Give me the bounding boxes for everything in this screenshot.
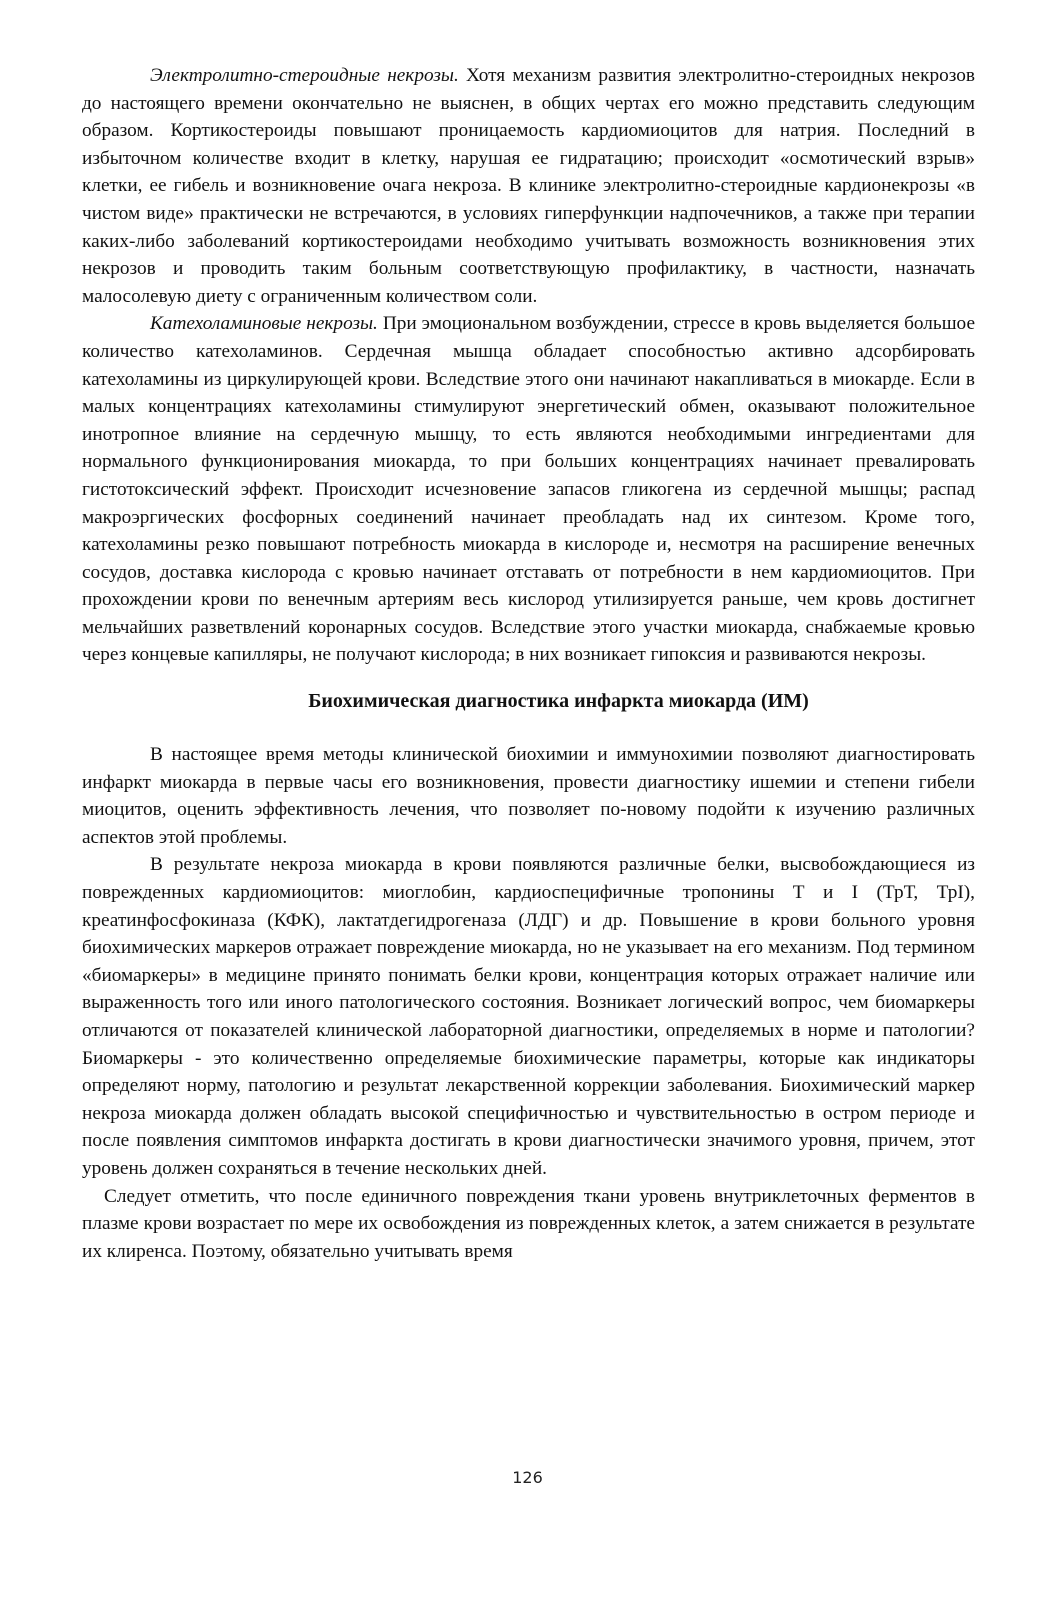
paragraph-body: При эмоциональном возбуждении, стрессе в кровь выделяется большое количество катехоламинов. Сердечная мышца обладает способностью активно адсорбировать катехоламины из циркулирующей крови. Вследствие этого они начинают накапливаться в миокарде. Если в малых концентрациях катехоламины стимулируют энергетический обмен, оказывают положительное инотропное влияние на сердечную мышцу, то есть являются необходимыми ингредиентами для нормального функционирования миокарда, то при больших концентрациях начинает превалировать гистотоксический эффект. Происходит исчезновение запасов гликогена из сердечной мышцы; распад макроэргических фосфорных соединений начинает преобладать над их синтезом. Кроме того, катехоламины резко повышают потребность миокарда в кислороде и, несмотря на расширение венечных сосудов, доставка кислорода с кровью начинает отставать от потребности в нем кардиомиоцитов. При прохождении крови по венечным артериям весь кислород утилизируется раньше, чем кровь достигнет мельчайших разветвлений коронарных сосудов. Вследствие этого участки миокарда, снабжаемые кровью через концевые капилляры, не получают кислорода; в них возникает гипоксия и развиваются некрозы. [82,313,975,666]
paragraph-electrolyte-steroid-necrosis [82,62,975,310]
paragraph-biomarkers: В результате некроза миокарда в крови появляются различные белки, высвобождающиеся из поврежденных кардиомиоцитов: миоглобин, кардиоспецифичные тропонины Т и I (ТрТ, ТрI), креатинфосфокиназа (КФК), лактатдегидрогеназа (ЛДГ) и др. Повышение в крови больного уровня биохимических маркеров отражает повреждение миокарда, но не указывает на его механизм. Под термином «биомаркеры» в медицине принято понимать белки крови, концентрация которых отражает наличие или выраженность того или иного патологического состояния. Возникает логический вопрос, чем биомаркеры отличаются от показателей клинической лабораторной диагностики, определяемых в норме и патологии? Биомаркеры - это количественно определяемые биохимические параметры, которые как индикаторы определяют норму, патологию и результат лекарственной коррекции заболевания. Биохимический маркер некроза миокарда должен обладать высокой специфичностью и чувствительностью в остром периоде и после появления симптомов инфаркта достигать в крови диагностически значимого уровня, причем, этот уровень должен сохраняться в течение нескольких дней. [82,854,975,1179]
paragraph-enzyme-levels: Следует отметить, что после единичного повреждения ткани уровень внутриклеточных ферментов в плазме крови возрастает по мере их освобождения из поврежденных клеток, а затем снижается в результате их клиренса. Поэтому, обязательно учитывать время [82,1185,975,1262]
paragraph-catecholamine-necrosis [82,310,975,669]
paragraph-lead-italic: Электролитно-стероидные некрозы. [150,65,459,86]
paragraph-intro-diagnostics: В настоящее время методы клинической биохимии и иммунохимии позволяют диагностировать инфаркт миокарда в первые часы его возникновения, провести диагностику ишемии и степени гибели миоцитов, оценить эффективность лечения, что позволяет по-новому подойти к изучению различных аспектов этой проблемы. [82,744,975,848]
section-heading: Биохимическая диагностика инфаркта миокарда (ИМ) [308,690,809,713]
page-number: 126 [512,1468,543,1487]
paragraph-body: Хотя механизм развития электролитно-стероидных некрозов до настоящего времени окончательно не выяснен, в общих чертах его можно представить следующим образом. Кортикостероиды повышают проницаемость кардиомиоцитов для натрия. Последний в избыточном количестве входит в клетку, нарушая ее гидратацию; происходит «осмотический взрыв» клетки, ее гибель и возникновение очага некроза. В клинике электролитно-стероидные кардионекрозы «в чистом виде» практически не встречаются, в условиях гиперфункции надпочечников, а также при терапии каких-либо заболеваний кортикостероидами необходимо учитывать возможность возникновения этих некрозов и проводить таким больным соответствующую профилактику, в частности, назначать малосолевую диету с ограниченным количеством соли. [82,65,975,307]
paragraph-lead-italic: Катехоламиновые некрозы. [150,313,378,335]
